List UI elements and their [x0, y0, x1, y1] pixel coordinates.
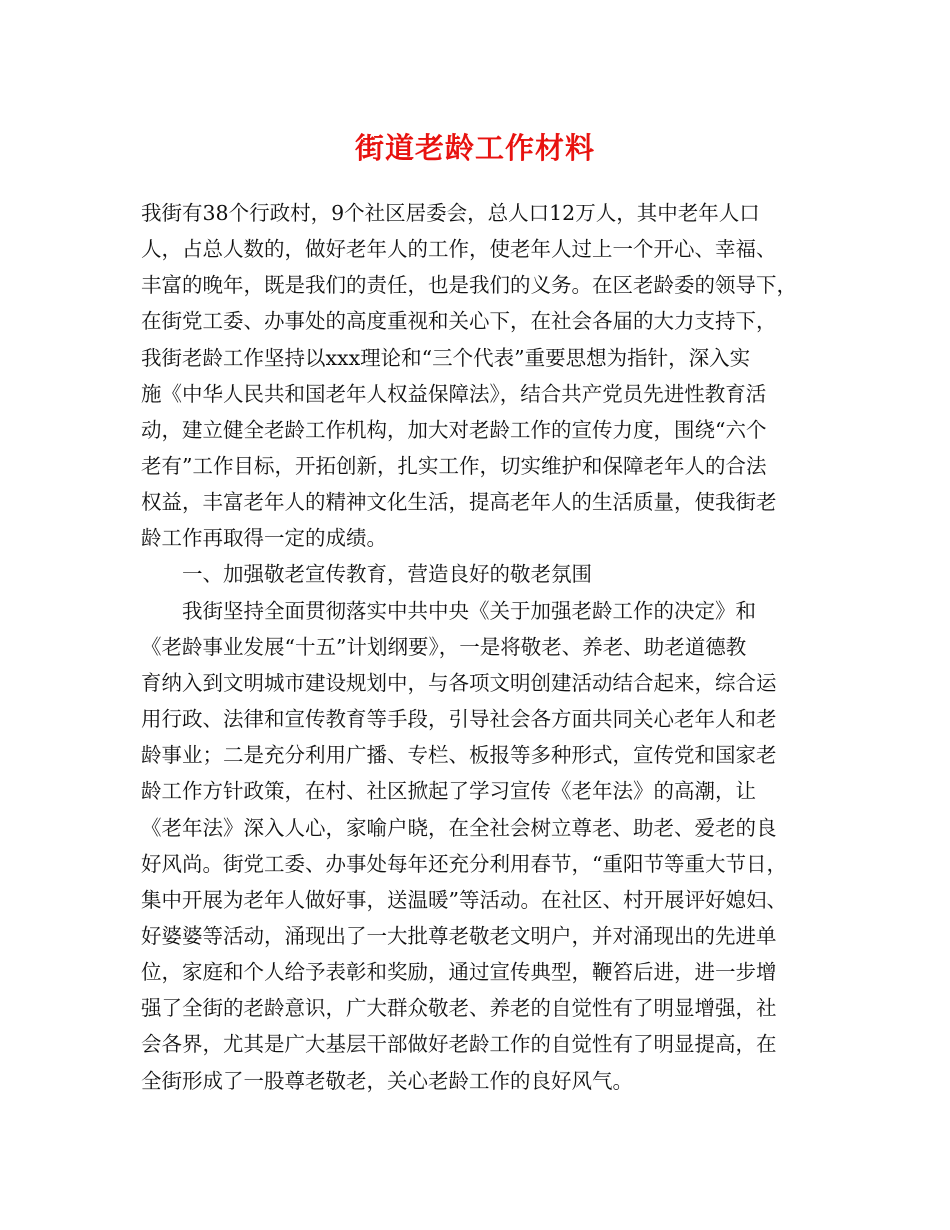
body-line-6: 施《中华人民共和国老年人权益保障法》，结合共产党员先进性教育活	[141, 382, 767, 406]
body-line-13: 《老龄事业发展“十五”计划纲要》，一是将敬老、养老、助老道德教	[141, 635, 747, 659]
body-line-9: 权益，丰富老年人的精神文化生活，提高老年人的生活质量，使我街老	[141, 490, 777, 514]
body-line-10: 龄工作再取得一定的成绩。	[141, 526, 387, 550]
body-line-18: 《老年法》深入人心，家喻户晓，在全社会树立尊老、助老、爱老的良	[141, 816, 777, 840]
body-line-5: 我街老龄工作坚持以xxx理论和“三个代表”重要思想为指针，深入实	[141, 346, 751, 370]
body-line-16: 龄事业；二是充分利用广播、专栏、板报等多种形式，宣传党和国家老	[141, 743, 777, 767]
document-title: 街道老龄工作材料	[354, 131, 595, 165]
body-line-7: 动，建立健全老龄工作机构，加大对老龄工作的宣传力度，围绕“六个	[141, 418, 767, 442]
body-line-1: 我街有38个行政村，9个社区居委会，总人口12万人，其中老年人口	[141, 201, 760, 225]
body-line-3: 丰富的晚年，既是我们的责任，也是我们的义务。在区老龄委的领导下，	[141, 273, 797, 297]
body-line-19: 好风尚。街党工委、办事处每年还充分利用春节，“重阳节等重大节日，	[141, 852, 787, 876]
body-line-21: 好婆婆等活动，涌现出了一大批尊老敬老文明户，并对涌现出的先进单	[141, 924, 777, 948]
body-line-12: 我街坚持全面贯彻落实中共中央《关于加强老龄工作的决定》和	[182, 599, 756, 623]
body-line-25: 全街形成了一股尊老敬老，关心老龄工作的良好风气。	[141, 1069, 633, 1093]
body-line-24: 会各界，尤其是广大基层干部做好老龄工作的自觉性有了明显提高，在	[141, 1032, 777, 1056]
body-line-8: 老有”工作目标，开拓创新，扎实工作，切实维护和保障老年人的合法	[141, 454, 767, 478]
body-line-4: 在街党工委、办事处的高度重视和关心下，在社会各届的大力支持下，	[141, 309, 777, 333]
body-line-17: 龄工作方针政策，在村、社区掀起了学习宣传《老年法》的高潮，让	[141, 779, 756, 803]
body-line-15: 用行政、法律和宣传教育等手段，引导社会各方面共同关心老年人和老	[141, 707, 777, 731]
section-heading: 一、加强敬老宣传教育，营造良好的敬老氛围	[182, 562, 592, 586]
body-line-2: 人，占总人数的，做好老年人的工作，使老年人过上一个开心、幸福、	[141, 237, 777, 261]
body-line-14: 育纳入到文明城市建设规划中，与各项文明创建活动结合起来，综合运	[141, 671, 777, 695]
body-line-20: 集中开展为老年人做好事，送温暖”等活动。在社区、村开展评好媳妇、	[141, 888, 787, 912]
body-line-22: 位，家庭和个人给予表彰和奖励，通过宣传典型，鞭笞后进，进一步增	[141, 960, 777, 984]
body-line-23: 强了全街的老龄意识，广大群众敬老、养老的自觉性有了明显增强，社	[141, 996, 777, 1020]
